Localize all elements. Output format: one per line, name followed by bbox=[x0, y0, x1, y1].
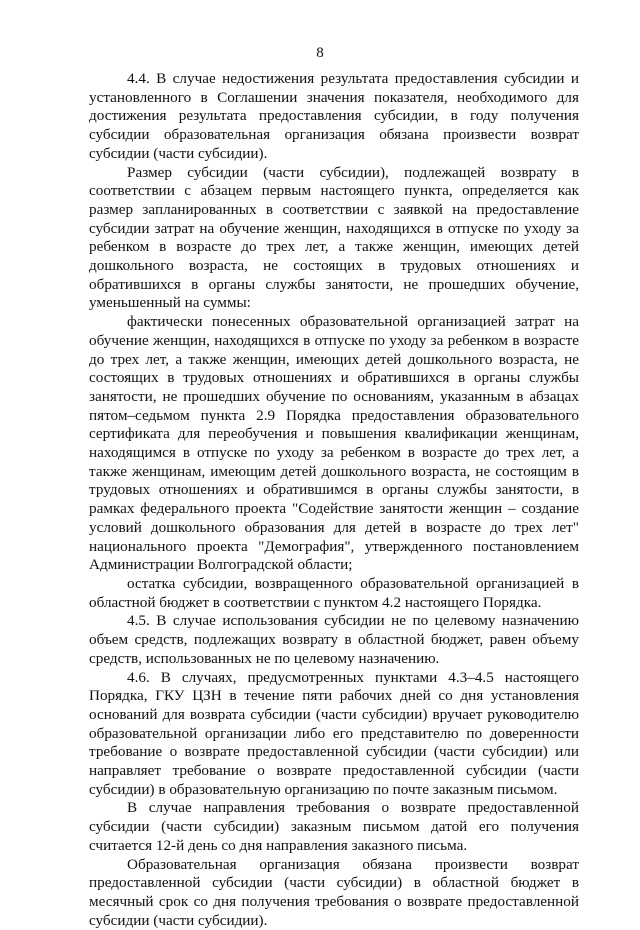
paragraph-subsidy-amount: Размер субсидии (части субсидии), подлежащей возврату в соответствии с абзацем первым настоящего пункта, определяется как размер запланированных в соответствии с заявкой на предоставление субсидии затрат на обучение женщин, находящихся в отпуске по уходу за ребенком в возрасте до трех лет, а также женщин, имеющих детей дошкольного возраста, не состоящих в трудовых отношениях и обратившихся в органы службы занятости, не прошедших обучение, уменьшенный на суммы: bbox=[89, 163, 579, 312]
paragraph-registered-letter: В случае направления требования о возврате предоставленной субсидии (части субсидии) заказным письмом датой его получения считается 12-й день со дня направления заказного письма. bbox=[89, 799, 579, 854]
paragraph-refund-deadline: Образовательная организация обязана произвести возврат предоставленной субсидии (части субсидии) в областной бюджет в месячный срок со дня получения требования о возврате предоставленной субсидии (части субсидии). bbox=[89, 855, 579, 929]
paragraph-actual-costs: фактически понесенных образовательной организацией затрат на обучение женщин, находящихся в отпуске по уходу за ребенком в возрасте до трех лет, а также женщин, имеющих детей дошкольного возраста, не состоящих в трудовых отношениях и обратившихся в органы службы занятости, не прошедших обучение по основаниям, указанным в абзацах пятом–седьмом пункта 2.9 Порядка предоставления образовательного сертификата для переобучения и повышения квалификации женщинам, находящимся в отпуске по уходу за ребенком в возрасте до трех лет, а также женщинам, имеющим детей дошкольного возраста, не состоящим в трудовых отношениях и обратившимся в органы службы занятости, в рамках федерального проекта "Содействие занятости женщин – создание условий дошкольного образования для детей в возрасте до трех лет" национального проекта "Демография", утвержденного постановлением Администрации Волгоградской области; bbox=[89, 313, 579, 574]
paragraph-subsidy-remainder: остатка субсидии, возвращенного образовательной организацией в областной бюджет в соответствии с пунктом 4.2 настоящего Порядка. bbox=[89, 574, 579, 611]
paragraph-4-6: 4.6. В случаях, предусмотренных пунктами 4.3–4.5 настоящего Порядка, ГКУ ЦЗН в течение пяти рабочих дней со дня установления оснований для возврата субсидии (части субсидии) вручает руководителю образовательной организации либо его представителю по доверенности требование о возврате предоставленной субсидии (части субсидии) или направляет требование о возврате предоставленной субсидии (части субсидии) в образовательную организацию по почте заказным письмом. bbox=[89, 668, 579, 798]
paragraph-4-4: 4.4. В случае недостижения результата предоставления субсидии и установленного в Соглашении значения показателя, необходимого для достижения результата предоставления субсидии, в году получения субсидии образовательная организация обязана произвести возврат субсидии (части субсидии). bbox=[89, 70, 579, 162]
page-number: 8 bbox=[316, 45, 324, 61]
paragraph-4-5: 4.5. В случае использования субсидии не по целевому назначению объем средств, подлежащих возврату в областной бюджет, равен объему средств, использованных не по целевому назначению. bbox=[89, 612, 579, 667]
document-body bbox=[89, 70, 579, 930]
